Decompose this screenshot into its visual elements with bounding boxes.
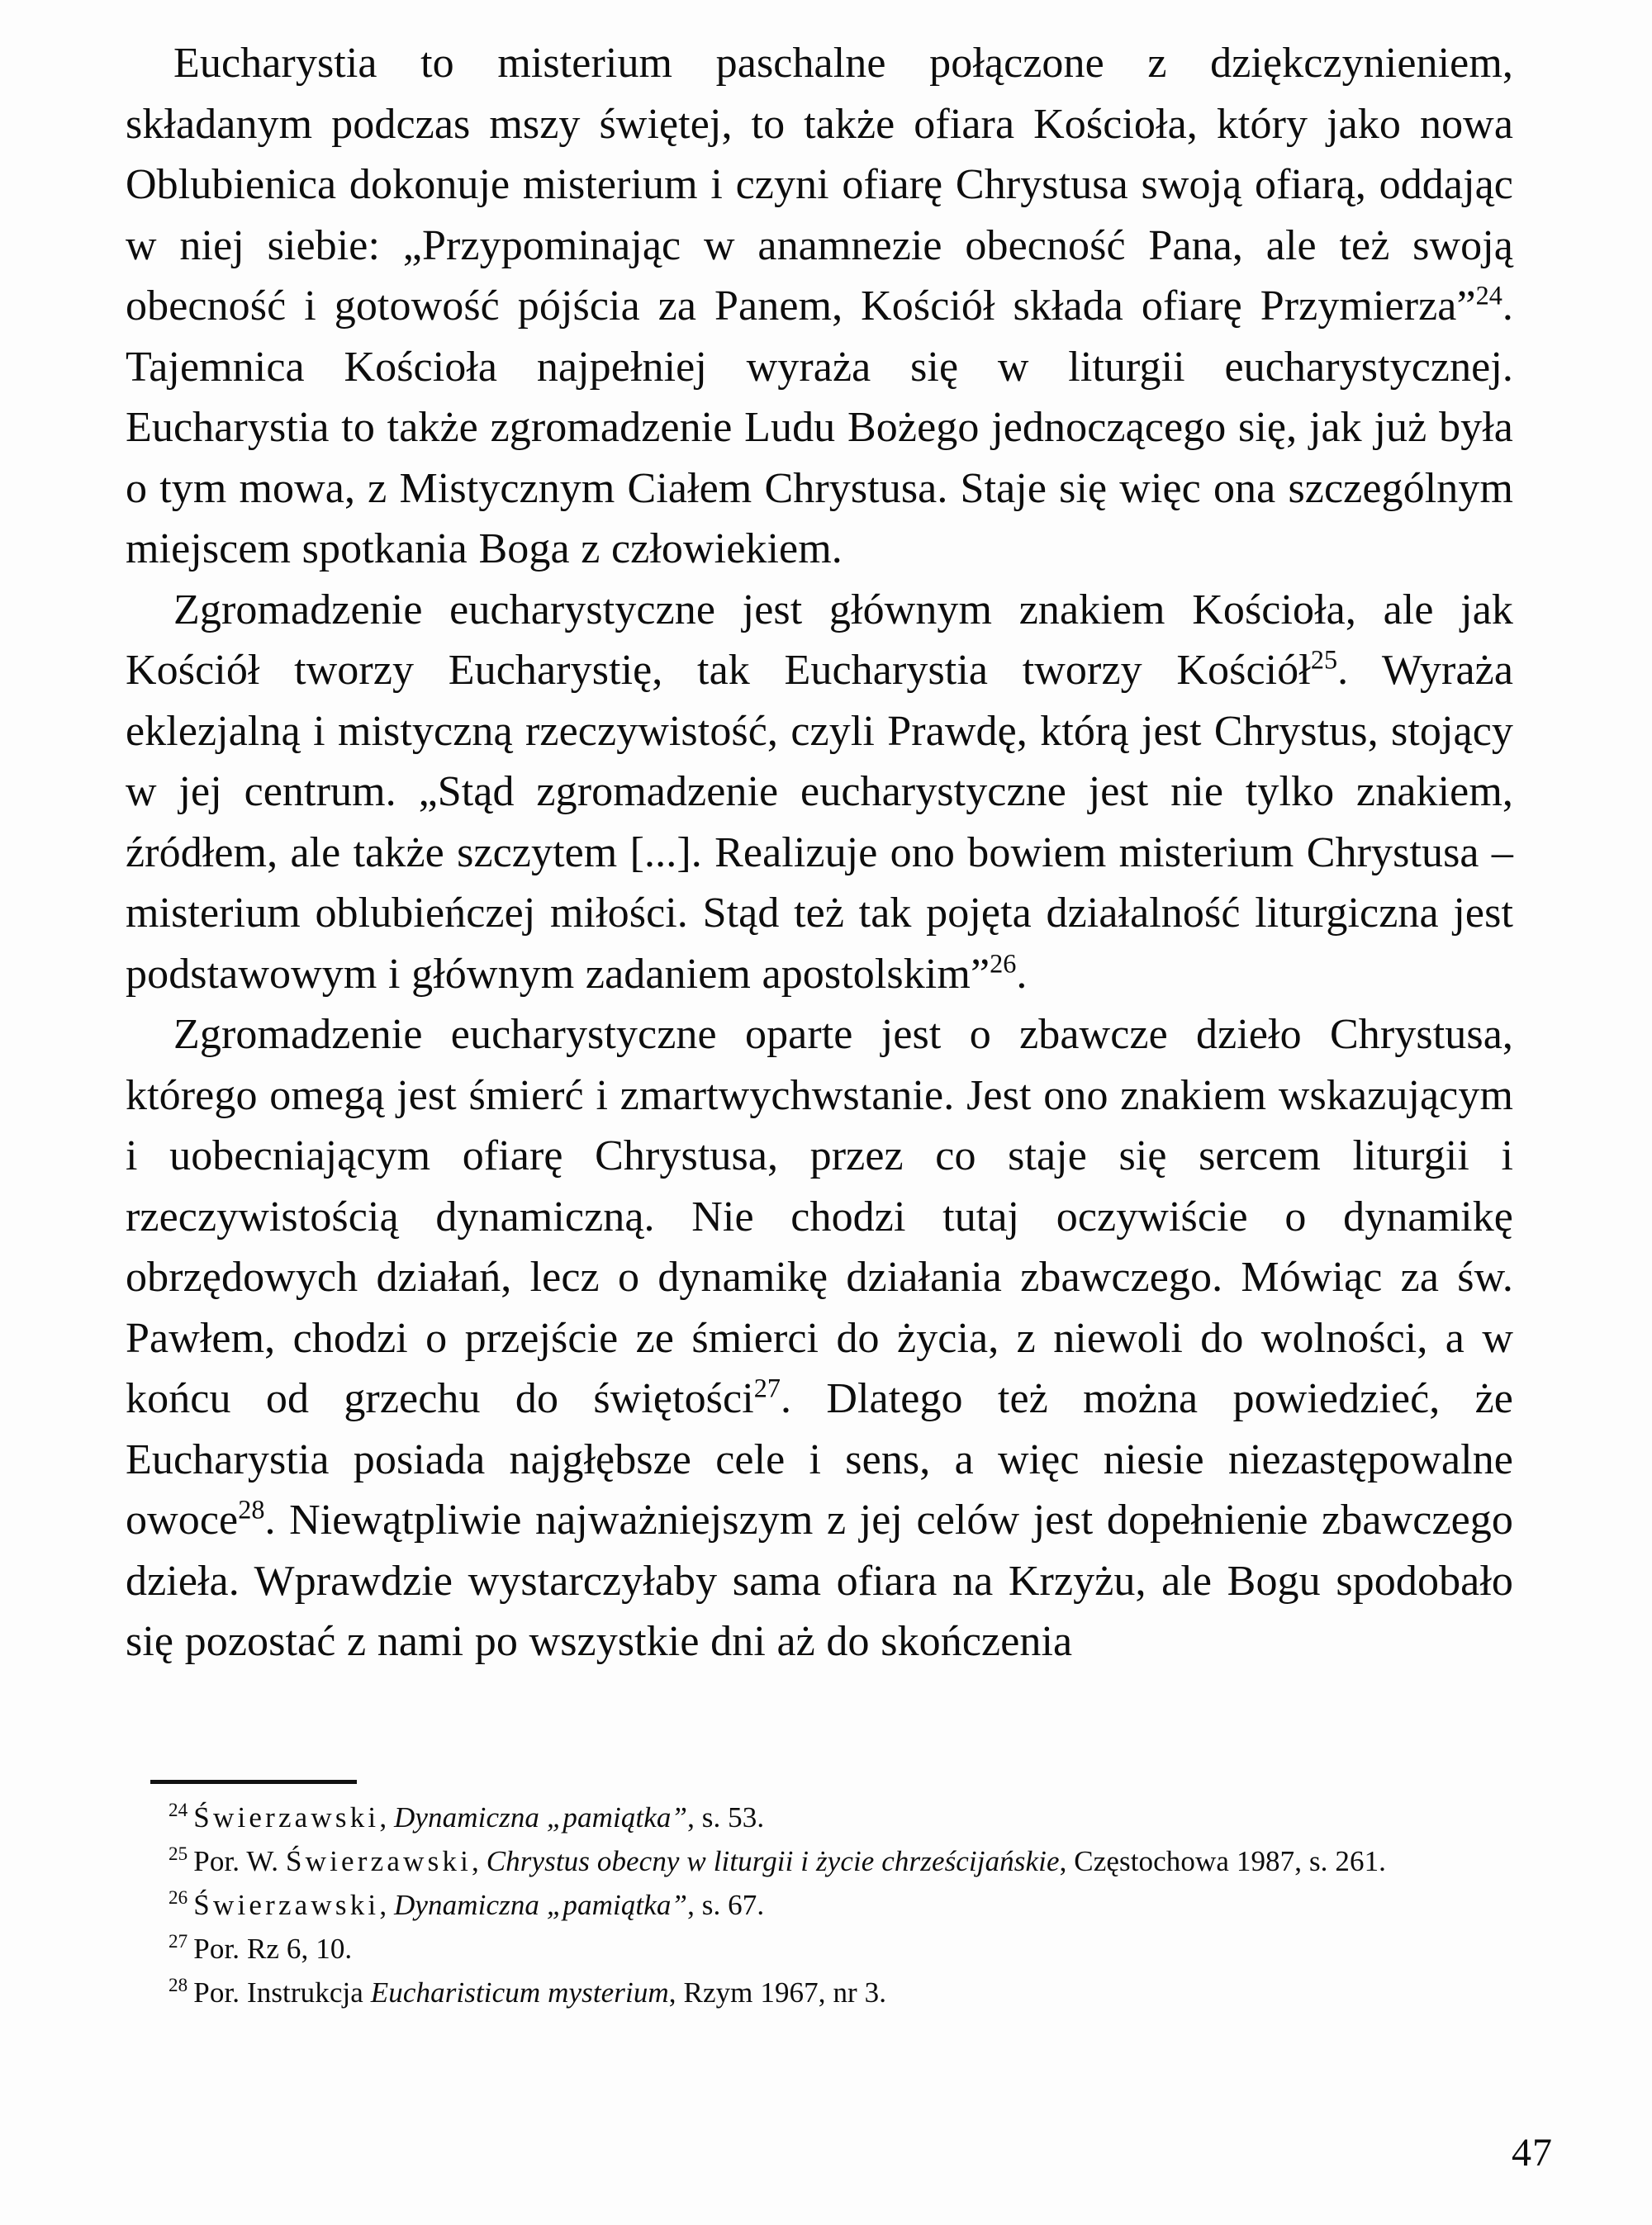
footnote-author: Świerzawski [285, 1845, 472, 1877]
footnote-list [126, 1796, 1513, 2014]
footnote-text: Por. W. [193, 1845, 286, 1877]
footnote-text: , Rzym 1967, nr 3. [668, 1976, 887, 2009]
footnote-separator-rule [150, 1780, 357, 1784]
footnote-number-27: 27 [169, 1930, 188, 1952]
footnote-25 [126, 1839, 1513, 1883]
footnote-title: Eucharisticum mysterium [370, 1976, 669, 2009]
footnote-number-28: 28 [169, 1974, 188, 1996]
footnote-ref-26[interactable]: 26 [990, 948, 1017, 979]
footnote-title: Dynamiczna „pamiątka” [394, 1801, 688, 1834]
paragraph-1: Eucharystia to misterium paschalne połączone z dziękczynieniem, składanym podczas mszy świętej, to także ofiara Kościoła, który jako nowa Oblubienica dokonuje misterium i czyni ofiarę Chrystusa swoją ofiarą, oddając w niej siebie: „Przypominając w anamnezie obecność Pana, ale też swoją obecność i gotowość pójścia za Panem, Kościół składa ofiarę Przymierza”$^{24}$. Tajemnica Kościoła najpełniej wyraża się w liturgii eucharystycznej. Eucharystia to także zgromadzenie Ludu Bożego jednoczącego się, jak już była o tym mowa, z Mistycznym Ciałem Chrystusa. Staje się więc ona szczególnym miejscem spotkania Boga z człowiekiem. [126, 40, 1513, 572]
footnote-27 [126, 1927, 1513, 1971]
footnote-ref-25[interactable]: 25 [1310, 644, 1338, 675]
footnote-title: Chrystus obecny w liturgii i życie chrześcijańskie [486, 1845, 1060, 1877]
footnote-ref-27[interactable]: 27 [753, 1373, 781, 1403]
footnote-number-26: 26 [169, 1886, 188, 1909]
page-body-text [126, 33, 1513, 1672]
footnote-text: , Częstochowa 1987, s. 261. [1059, 1845, 1387, 1877]
paragraph-2: Zgromadzenie eucharystyczne jest głównym znakiem Kościoła, ale jak Kościół tworzy Eucharystię, tak Eucharystia tworzy Kościół$^{25}$. Wyraża eklezjalną i mistyczną rzeczywistość, czyli Prawdę, którą jest Chrystus, stojący w jej centrum. „Stąd zgromadzenie eucharystyczne jest nie tylko znakiem, źródłem, ale także szczytem [...]. Realizuje ono bowiem misterium Chrystusa – misterium oblubieńczej miłości. Stąd też tak pojęta działalność liturgiczna jest podstawowym i głównym zadaniem apostolskim”$^{26}$. [126, 586, 1513, 998]
footnote-26 [126, 1883, 1513, 1927]
footnote-number-25: 25 [169, 1843, 188, 1865]
page-number: 47 [1512, 2131, 1553, 2175]
paragraph-3: Zgromadzenie eucharystyczne oparte jest o zbawcze dzieło Chrystusa, którego omegą jest śmierć i zmartwychwstanie. Jest ono znakiem wskazującym i uobecniającym ofiarę Chrystusa, przez co staje się sercem liturgii i rzeczywistością dynamiczną. Nie chodzi tutaj oczywiście o dynamikę obrzędowych działań, lecz o dynamikę działania zbawczego. Mówiąc za św. Pawłem, chodzi o przejście ze śmierci do życia, z niewoli do wolności, a w końcu od grzechu do świętości$^{27}$. Dlatego też można powiedzieć, że Eucharystia posiada najgłębsze cele i sens, a więc niesie niezastępowalne owoce$^{28}$. Niewątpliwie najważniejszym z jej celów jest dopełnienie zbawczego dzieła. Wprawdzie wystarczyłaby sama ofiara na Krzyżu, ale Bogu spodobało się pozostać z nami po wszystkie dni aż do skończenia [126, 1011, 1513, 1665]
footnote-text: , [379, 1889, 395, 1921]
footnote-text: Por. Instrukcja [193, 1976, 371, 2009]
footnote-title: Dynamiczna „pamiątka” [394, 1889, 688, 1921]
footnote-28 [126, 1971, 1513, 2014]
footnotes-section [126, 1780, 1513, 2014]
footnote-ref-28[interactable]: 28 [238, 1494, 265, 1525]
footnote-number-24: 24 [169, 1799, 188, 1821]
footnote-text: , s. 53. [687, 1801, 765, 1834]
footnote-text: Por. Rz 6, 10. [193, 1933, 353, 1965]
footnote-text: , s. 67. [687, 1889, 765, 1921]
footnote-text: , [472, 1845, 487, 1877]
footnote-ref-24[interactable]: 24 [1475, 280, 1502, 311]
footnote-author: Świerzawski [193, 1889, 380, 1921]
footnote-24 [126, 1796, 1513, 1839]
body-paragraphs [126, 33, 1513, 1672]
footnote-author: Świerzawski [193, 1801, 380, 1834]
footnote-text: , [379, 1801, 395, 1834]
